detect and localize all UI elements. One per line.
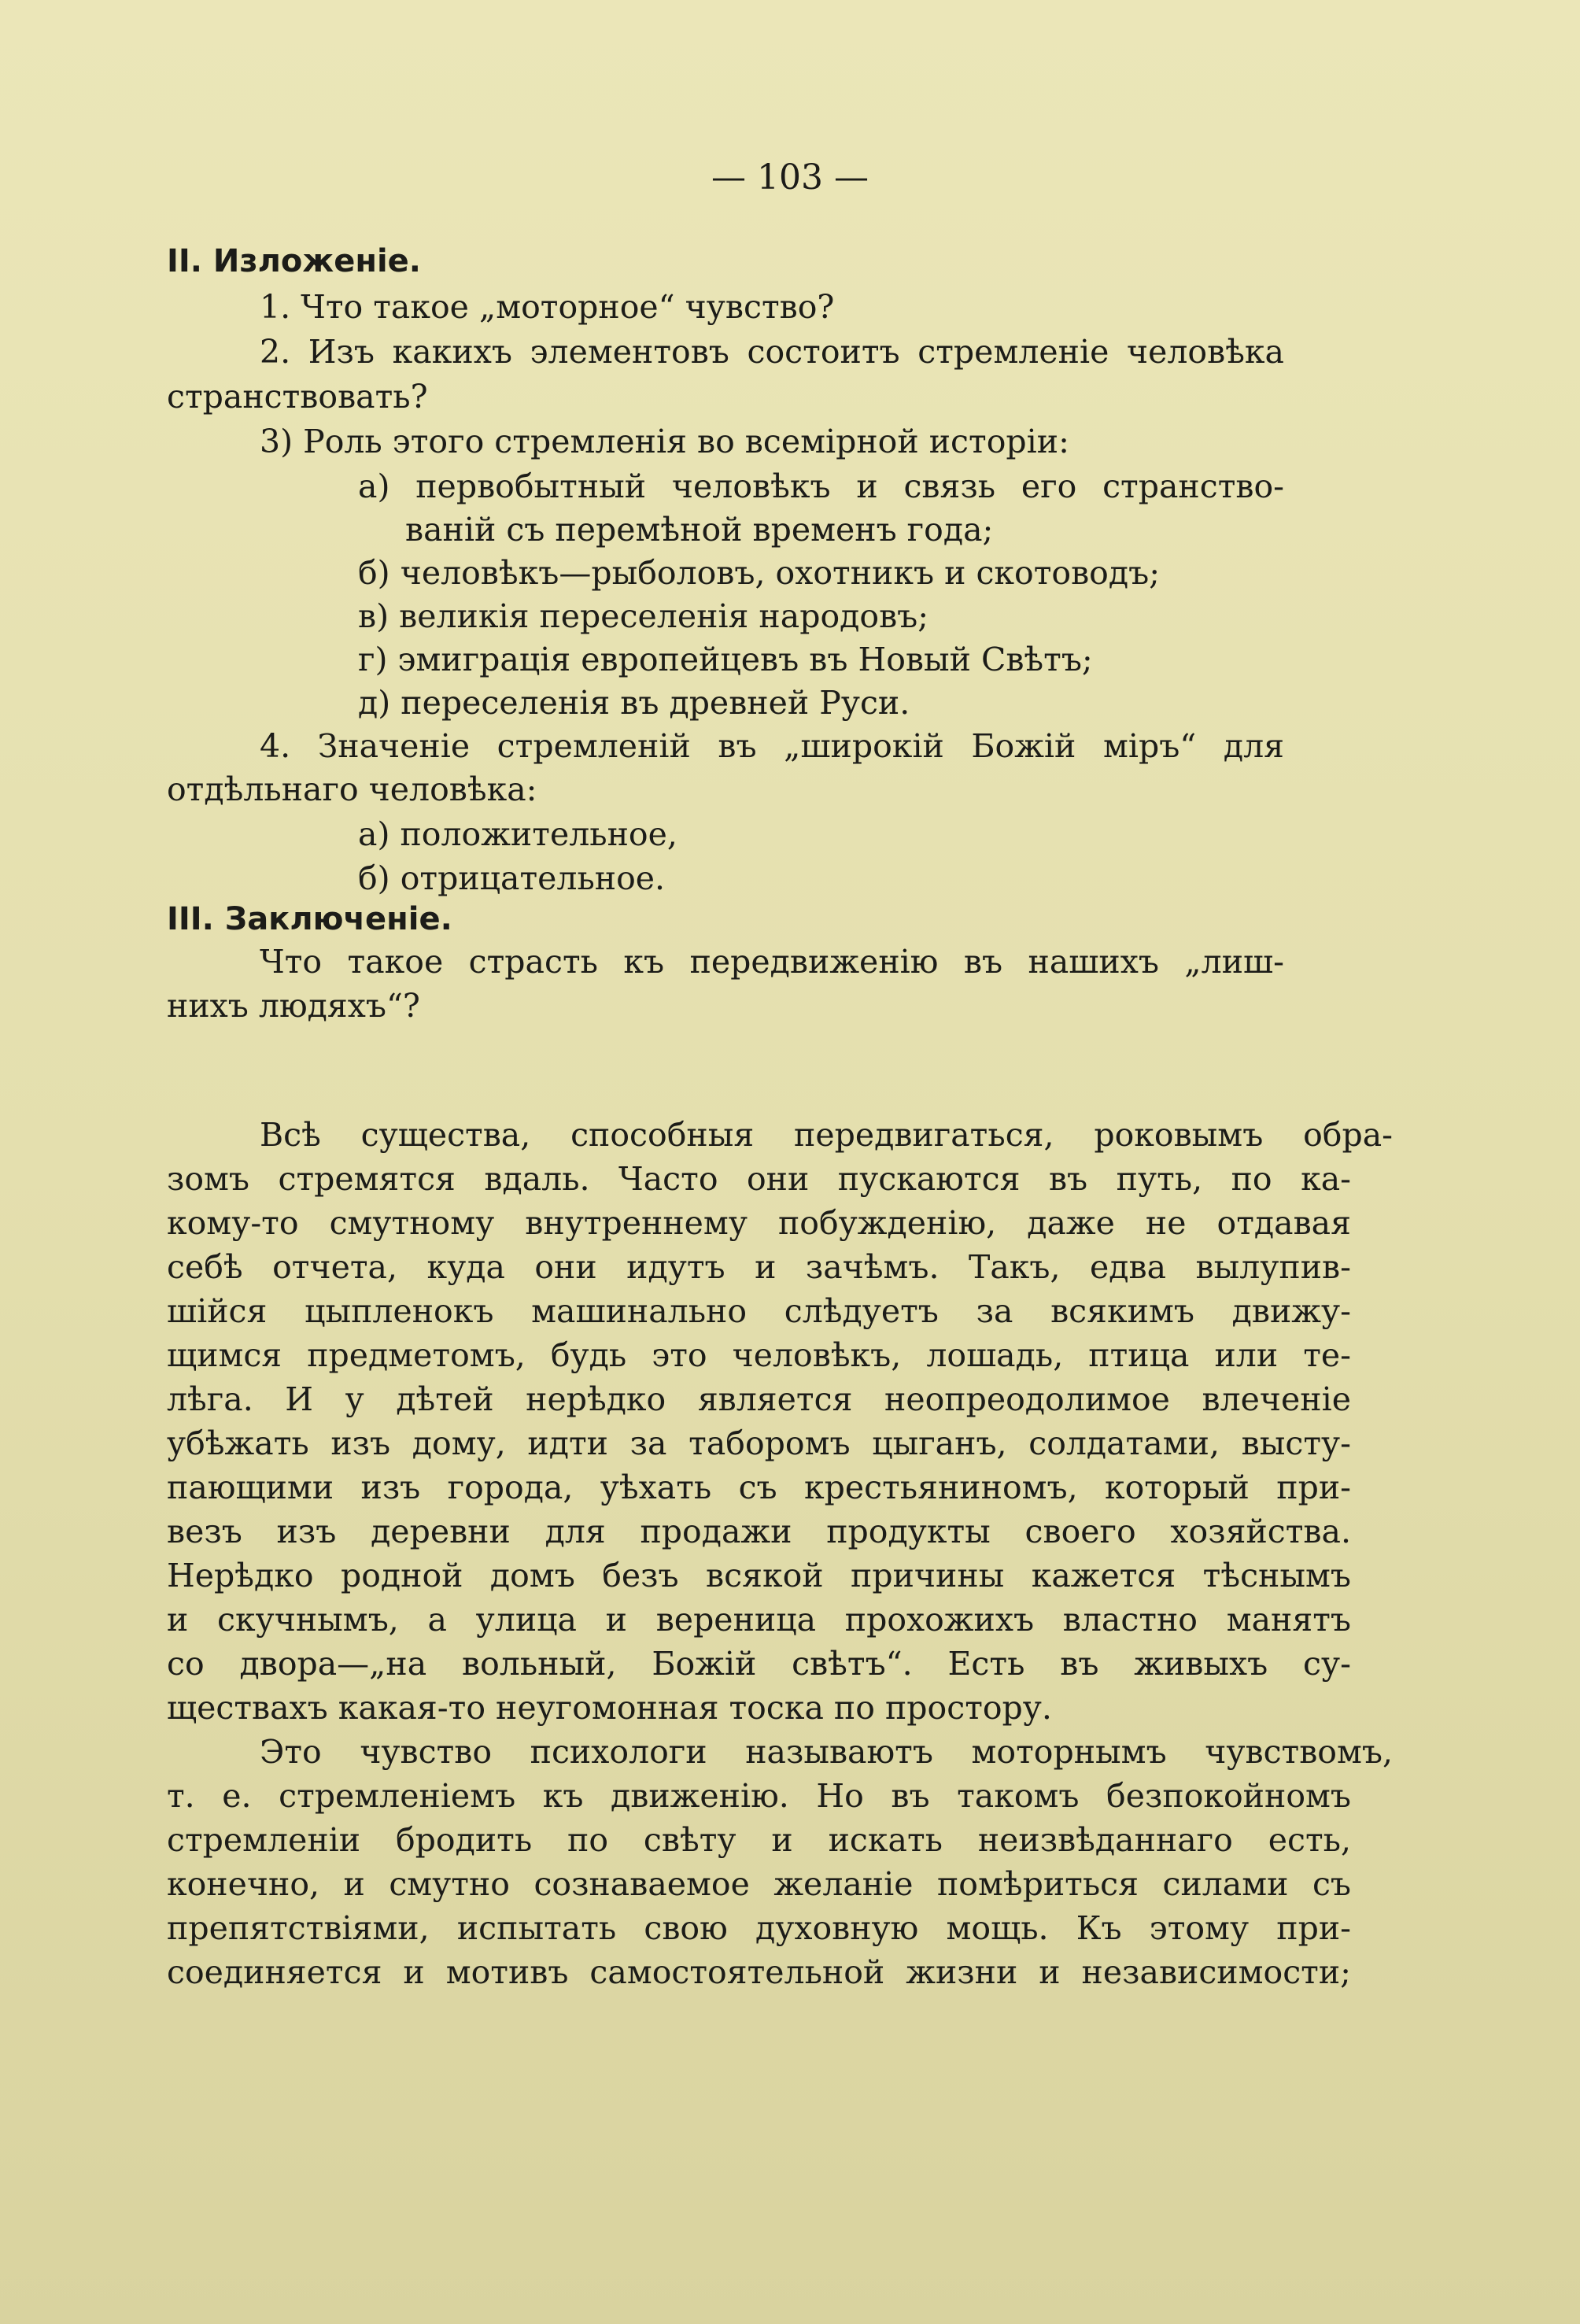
page-number: — 103 — — [711, 157, 869, 198]
body-line: убѣжать изъ дому, идти за таборомъ цыганъ, солдатами, высту- — [167, 1424, 1351, 1462]
conclusion-line-1: Что такое страсть къ передвиженiю въ нашихъ „лиш- — [260, 943, 1284, 981]
body-line: со двора—„на вольный, Божiй свѣтъ“. Есть въ живыхъ су- — [167, 1645, 1351, 1683]
body-line: т. е. стремленiемъ къ движенiю. Но въ такомъ безпокойномъ — [167, 1777, 1351, 1815]
conclusion-line-2: нихъ людяхъ“? — [167, 987, 420, 1025]
section-heading-conclusion: III. Заключенiе. — [167, 901, 452, 937]
outline-item-4a: а) положительное, — [358, 815, 677, 853]
body-line: себѣ отчета, куда они идутъ и зачѣмъ. Такъ, едва вылупив- — [167, 1248, 1351, 1286]
body-line: шiйся цыпленокъ машинально слѣдуетъ за всякимъ движу- — [167, 1292, 1351, 1330]
body-line: Всѣ существа, способныя передвигаться, роковымъ обра- — [260, 1116, 1393, 1154]
body-line: лѣга. И у дѣтей нерѣдко является неопреодолимое влеченiе — [167, 1380, 1351, 1418]
body-line: и скучнымъ, а улица и вереница прохожихъ властно манятъ — [167, 1601, 1351, 1639]
body-line: препятствiями, испытать свою духовную мощь. Къ этому при- — [167, 1909, 1351, 1947]
outline-item-4-line2: отдѣльнаго человѣка: — [167, 770, 537, 808]
section-heading-exposition: II. Изложенiе. — [167, 243, 421, 279]
outline-item-3e: д) переселенiя въ древней Руси. — [358, 684, 910, 722]
body-line: щимся предметомъ, будь это человѣкъ, лошадь, птица или те- — [167, 1336, 1351, 1374]
body-line: кому-то смутному внутреннему побужденiю, даже не отдавая — [167, 1204, 1351, 1242]
outline-item-3a-line2: ванiй съ перемѣной временъ года; — [405, 511, 994, 549]
body-line: Нерѣдко родной домъ безъ всякой причины кажется тѣснымъ — [167, 1557, 1351, 1594]
outline-item-3: 3) Роль этого стремленiя во всемiрной исторiи: — [260, 423, 1069, 460]
body-line: везъ изъ деревни для продажи продукты своего хозяйства. — [167, 1513, 1351, 1550]
outline-item-4b: б) отрицательное. — [358, 859, 666, 897]
outline-item-4-line1: 4. Значенiе стремленiй въ „широкiй Божiй мiръ“ для — [260, 727, 1284, 765]
outline-item-3d: г) эмиграцiя европейцевъ въ Новый Свѣтъ; — [358, 641, 1093, 678]
body-line: зомъ стремятся вдаль. Часто они пускаются въ путь, по ка- — [167, 1160, 1351, 1198]
outline-item-3a-line1: а) первобытный человѣкъ и связь его странство- — [358, 467, 1284, 505]
body-line: пающими изъ города, уѣхать съ крестьяниномъ, который при- — [167, 1469, 1351, 1506]
body-line: ществахъ какая-то неугомонная тоска по простору. — [167, 1689, 1052, 1727]
outline-item-1: 1. Что такое „моторное“ чувство? — [260, 288, 835, 326]
outline-item-2-line1: 2. Изъ какихъ элементовъ состоитъ стремленiе человѣка — [260, 333, 1284, 371]
body-line: Это чувство психологи называютъ моторнымъ чувствомъ, — [260, 1733, 1393, 1771]
outline-item-3c: в) великiя переселенiя народовъ; — [358, 597, 929, 635]
body-line: соединяется и мотивъ самостоятельной жизни и независимости; — [167, 1953, 1351, 1991]
body-line: стремленiи бродить по свѣту и искать неизвѣданнаго есть, — [167, 1821, 1351, 1859]
outline-item-3b: б) человѣкъ—рыболовъ, охотникъ и скотоводъ; — [358, 554, 1161, 592]
outline-item-2-line2: странствовать? — [167, 378, 428, 416]
body-line: конечно, и смутно сознаваемое желанiе помѣриться силами съ — [167, 1865, 1351, 1903]
